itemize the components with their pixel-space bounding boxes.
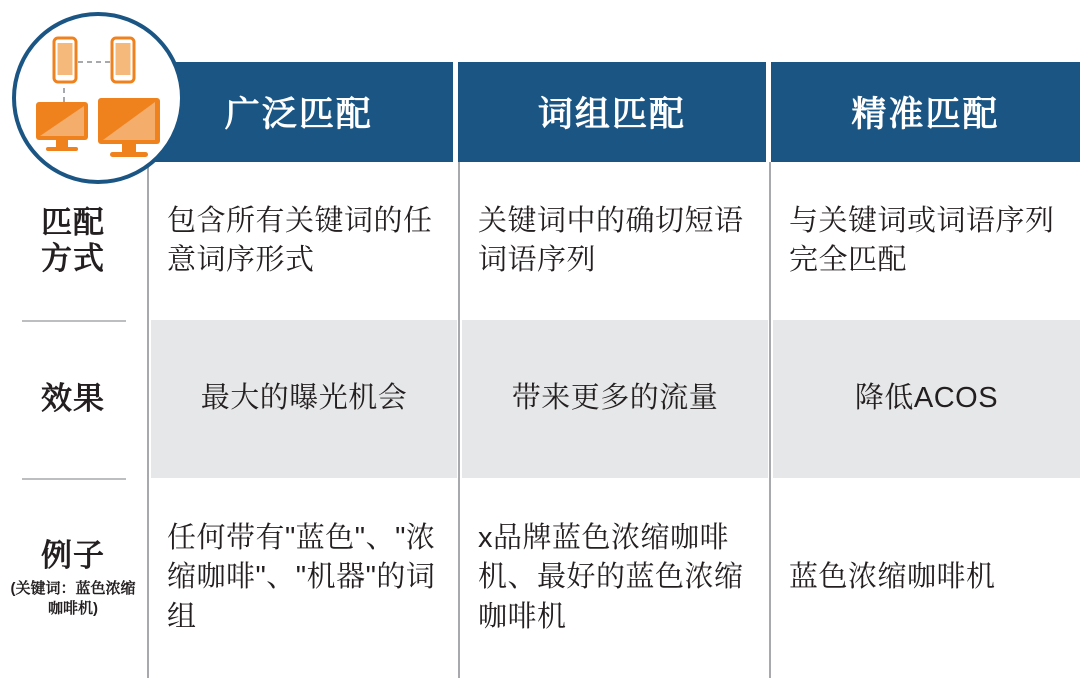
row-label-match-method — [0, 162, 146, 320]
cell-method-broad: 包含所有关键词的任意词序形式 — [167, 204, 433, 276]
row-divider-1 — [457, 478, 462, 678]
row-divider-1 — [457, 320, 462, 478]
table-row — [0, 320, 1080, 478]
cell-method-exact: 与关键词或词语序列完全匹配 — [789, 204, 1055, 276]
column-header-phrase-label: 词组匹配 — [537, 95, 686, 134]
devices-logo — [12, 12, 184, 184]
cell-effect-phrase: 带来更多的流量 — [511, 382, 719, 415]
table-row — [0, 162, 1080, 320]
column-header-exact-label: 精准匹配 — [851, 95, 1000, 134]
row-divider-label — [146, 478, 151, 678]
row-divider-1 — [457, 162, 462, 320]
devices-logo-icon — [16, 16, 180, 180]
row-label-line1: 效果 — [41, 381, 105, 417]
cell-method-phrase: 关键词中的确切短语词语序列 — [478, 204, 744, 276]
row-divider-2 — [768, 478, 773, 678]
row-label-line2: 方式 — [41, 241, 105, 276]
cell-example-phrase: x品牌蓝色浓缩咖啡机、最好的蓝色浓缩咖啡机 — [478, 522, 744, 633]
table-row — [0, 478, 1080, 678]
row-divider-label — [146, 320, 151, 478]
column-header-broad-label: 广泛匹配 — [224, 95, 373, 134]
table-body — [0, 162, 1080, 678]
cell-example-broad: 任何带有"蓝色"、"浓缩咖啡"、"机器"的词组 — [167, 522, 436, 633]
label-column-divider-2 — [22, 478, 126, 480]
row-label-effect — [0, 320, 146, 478]
row-divider-2 — [768, 162, 773, 320]
column-header-exact — [771, 62, 1080, 162]
row-divider-label — [146, 162, 151, 320]
row-divider-2 — [768, 320, 773, 478]
row-label-sublabel: (关键词：蓝色浓缩咖啡机) — [10, 580, 136, 617]
row-label-line1: 匹配 — [41, 205, 105, 241]
cell-example-exact: 蓝色浓缩咖啡机 — [789, 561, 996, 594]
label-column-divider-1 — [22, 320, 126, 322]
row-label-example — [0, 478, 146, 678]
cell-effect-broad: 最大的曝光机会 — [200, 382, 408, 415]
column-header-broad — [145, 62, 453, 162]
cell-effect-exact: 降低ACOS — [854, 382, 999, 415]
column-header-phrase — [458, 62, 766, 162]
row-label-line1: 例子 — [41, 537, 105, 573]
